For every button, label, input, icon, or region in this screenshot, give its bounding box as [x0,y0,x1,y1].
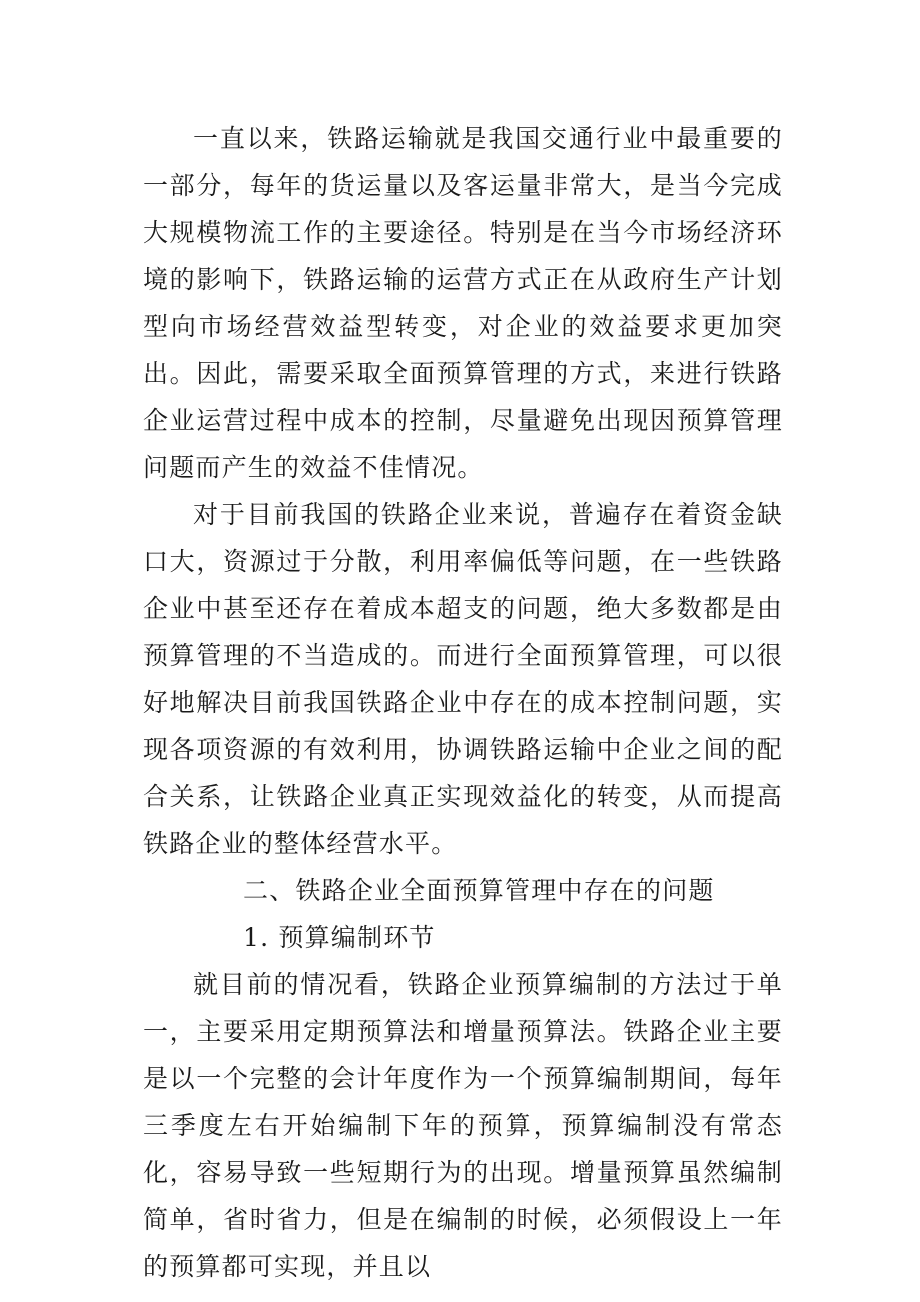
paragraph-problems-overview: 对于目前我国的铁路企业来说，普遍存在着资金缺口大，资源过于分散，利用率偏低等问题，在一些铁路企业中甚至还存在着成本超支的问题，绝大多数都是由预算管理的不当造成的。而进行全面预算管理，可以很好地解决目前我国铁路企业中存在的成本控制问题，实现各项资源的有效利用，协调铁路运输中企业之间的配合关系，让铁路企业真正实现效益化的转变，从而提高铁路企业的整体经营水平。 [143,500,783,858]
paragraph-intro: 一直以来，铁路运输就是我国交通行业中最重要的一部分，每年的货运量以及客运量非常大，是当今完成大规模物流工作的主要途径。特别是在当今市场经济环境的影响下，铁路运输的运营方式正在从政府生产计划型向市场经营效益型转变，对企业的效益要求更加突出。因此，需要采取全面预算管理的方式，来进行铁路企业运营过程中成本的控制，尽量避免出现因预算管理问题而产生的效益不佳情况。 [143,124,783,482]
document-page [143,115,783,1290]
paragraph-budget-compilation: 就目前的情况看，铁路企业预算编制的方法过于单一，主要采用定期预算法和增量预算法。铁路企业主要是以一个完整的会计年度作为一个预算编制期间，每年三季度左右开始编制下年的预算，预算编制没有常态化，容易导致一些短期行为的出现。增量预算虽然编制简单，省时省力，但是在编制的时候，必须假设上一年的预算都可实现，并且以 [143,970,783,1281]
section-heading: 二、铁路企业全面预算管理中存在的问题 [243,876,715,905]
subsection-heading: 1. 预算编制环节 [243,923,436,952]
